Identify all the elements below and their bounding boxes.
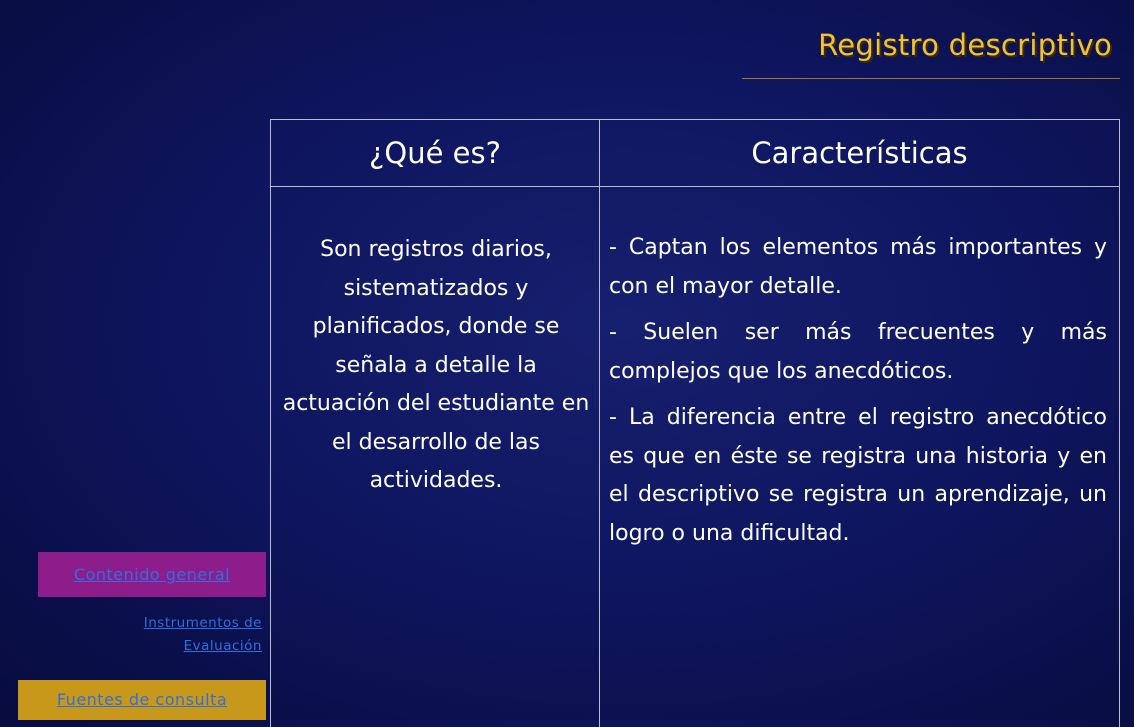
header-caracteristicas: Características bbox=[600, 120, 1120, 187]
content-row bbox=[271, 187, 1120, 727]
characteristic-item: - Captan los elementos más importantes y con el mayor detalle. bbox=[609, 229, 1107, 306]
characteristics-cell bbox=[600, 187, 1120, 727]
slide-title: Registro descriptivo bbox=[818, 28, 1112, 62]
instrumentos-evaluacion-link[interactable] bbox=[92, 612, 262, 658]
instrumentos-line-1: Instrumentos de bbox=[92, 612, 262, 635]
fuentes-consulta-link[interactable]: Fuentes de consulta bbox=[18, 680, 266, 720]
definition-cell bbox=[271, 187, 600, 727]
header-que-es: ¿Qué es? bbox=[271, 120, 600, 187]
definition-text: Son registros diarios, sistematizados y planificados, donde se señala a detalle la actuación del estudiante en el desarrollo de las actividades. bbox=[271, 231, 599, 501]
title-underline bbox=[742, 78, 1120, 79]
contenido-general-link[interactable]: Contenido general bbox=[38, 552, 266, 597]
instrumentos-line-2: Evaluación bbox=[92, 635, 262, 658]
characteristic-item: - La diferencia entre el registro anecdótico es que en éste se registra una historia y en el descriptivo se registra un aprendizaje, un logro o una dificultad. bbox=[609, 399, 1107, 553]
characteristic-item: - Suelen ser más frecuentes y más complejos que los anecdóticos. bbox=[609, 314, 1107, 391]
header-row bbox=[271, 120, 1120, 187]
info-table bbox=[270, 119, 1120, 727]
